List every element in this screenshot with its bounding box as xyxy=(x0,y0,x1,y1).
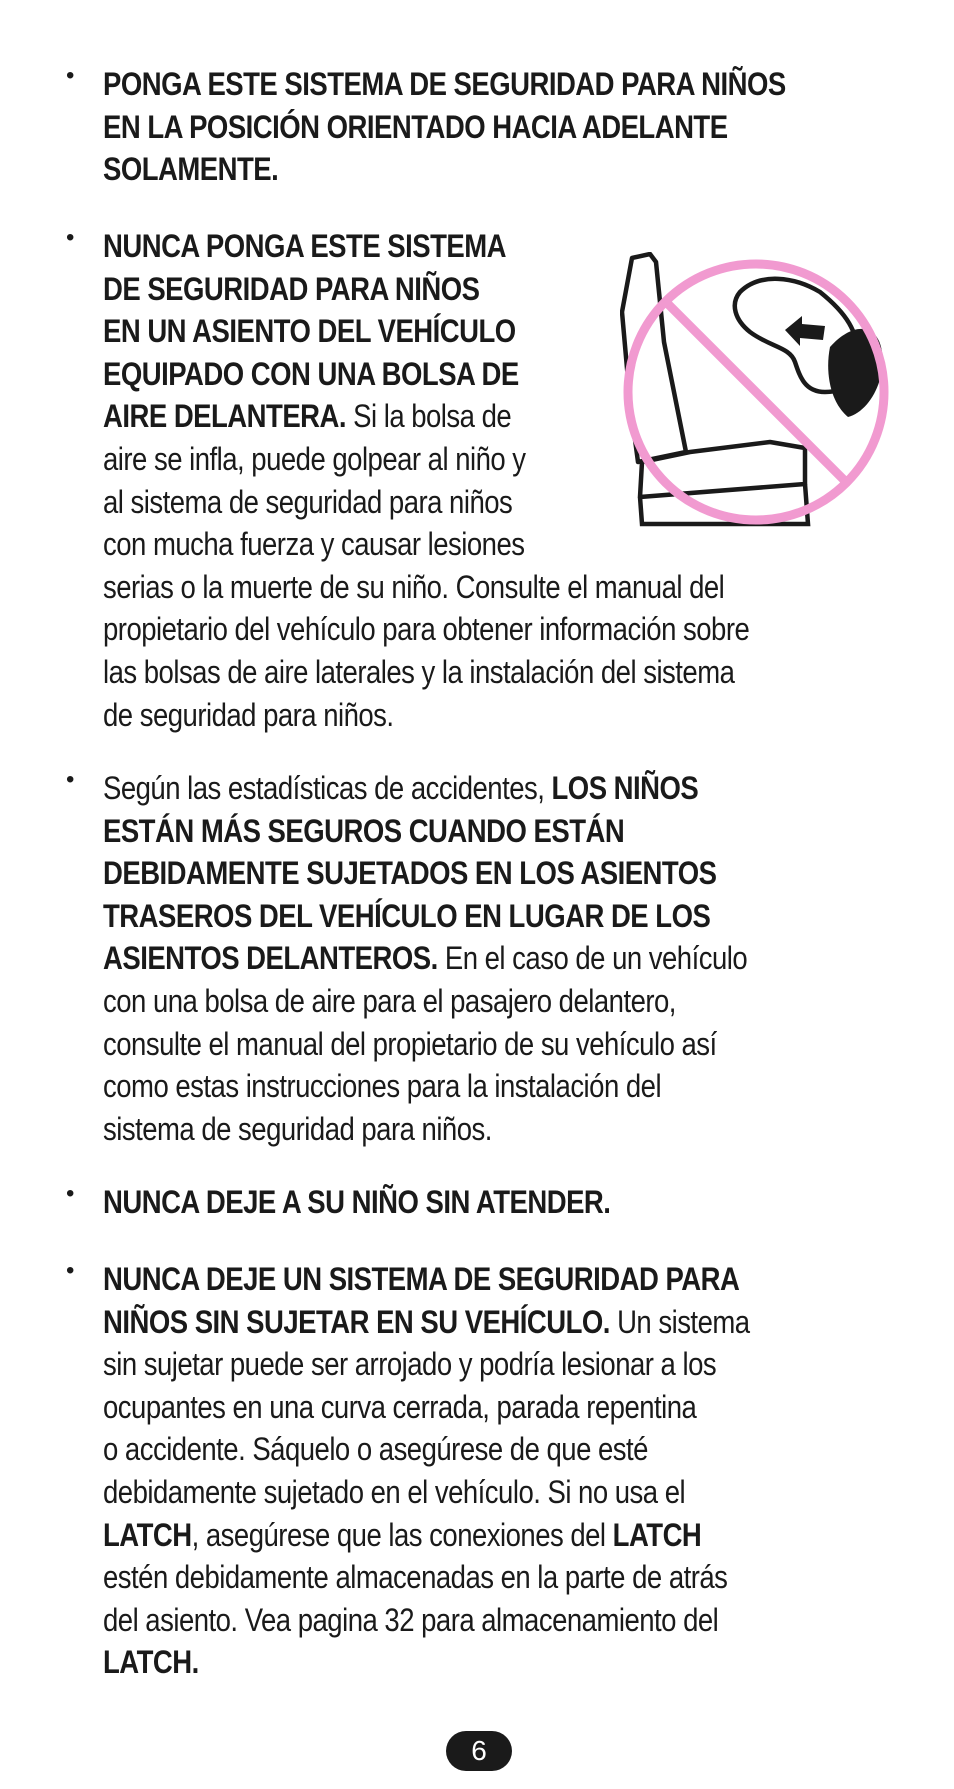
info-bullet-rear-seats xyxy=(66,766,890,1150)
page-number: 6 xyxy=(446,1731,512,1771)
bold-line: SOLAMENTE. xyxy=(103,151,279,188)
bullet-symbol: • xyxy=(66,766,75,793)
bullet-symbol: • xyxy=(66,62,75,89)
bullet-symbol: • xyxy=(66,1257,75,1284)
bullet-text: NUNCA DEJE A SU NIÑO SIN ATENDER. xyxy=(103,1184,611,1220)
no-airbag-seat-icon xyxy=(620,252,890,527)
bold-line: EN LA POSICIÓN ORIENTADO HACIA ADELANTE xyxy=(103,108,728,145)
warning-bullet-unsecured-system xyxy=(66,1257,890,1684)
bold-line: PONGA ESTE SISTEMA DE SEGURIDAD PARA NIÑOS xyxy=(103,66,786,102)
warning-bullet-forward-facing xyxy=(66,62,890,191)
bullet-text: NUNCA DEJE UN SISTEMA DE SEGURIDAD PARA NIÑOS SIN SUJETAR EN SU VEHÍCULO. Un sistema sin sujetar puede ser arrojado y podría lesionar a los ocupantes en una curva cerrada, parada repentina o accidente. Sáquelo o asegúrese de que esté debidamente sujetado en el vehículo. Si no usa el LATCH, asegúrese que las conexiones del LATCH estén debidamente almacenadas en la parte de atrás del asiento. Vea pagina 32 para almacenamiento del LATCH. xyxy=(103,1261,750,1681)
bullet-text: NUNCA PONGA ESTE SISTEMA DE SEGURIDAD PARA NIÑOS EN UN ASIENTO DEL VEHÍCULO EQUIPADO CON UNA BOLSA DE AIRE DELANTERA. Si la bolsa de aire se infla, puede golpear al niño y al sistema de seguridad para niños con mucha fuerza y causar lesiones serias o la muerte de su niño. Consulte el manual del propietario del vehículo para obtener información sobre las bolsas de aire laterales y la instalación del sistema de seguridad para niños. xyxy=(103,228,750,733)
warning-bullet-never-leave-child xyxy=(66,1180,890,1224)
bullet-text: Según las estadísticas de accidentes, LOS NIÑOS ESTÁN MÁS SEGUROS CUANDO ESTÁN DEBIDAMENTE SUJETADOS EN LOS ASIENTOS TRASEROS DEL VEHÍCULO EN LUGAR DE LOS ASIENTOS DELANTEROS. En el caso de un vehículo con una bolsa de aire para el pasajero delantero, consulte el manual del propietario de su vehículo así como estas instrucciones para la instalación del sistema de seguridad para niños. xyxy=(103,770,748,1147)
bullet-text xyxy=(103,63,877,191)
bullet-symbol: • xyxy=(66,224,75,251)
bullet-symbol: • xyxy=(66,1180,75,1207)
